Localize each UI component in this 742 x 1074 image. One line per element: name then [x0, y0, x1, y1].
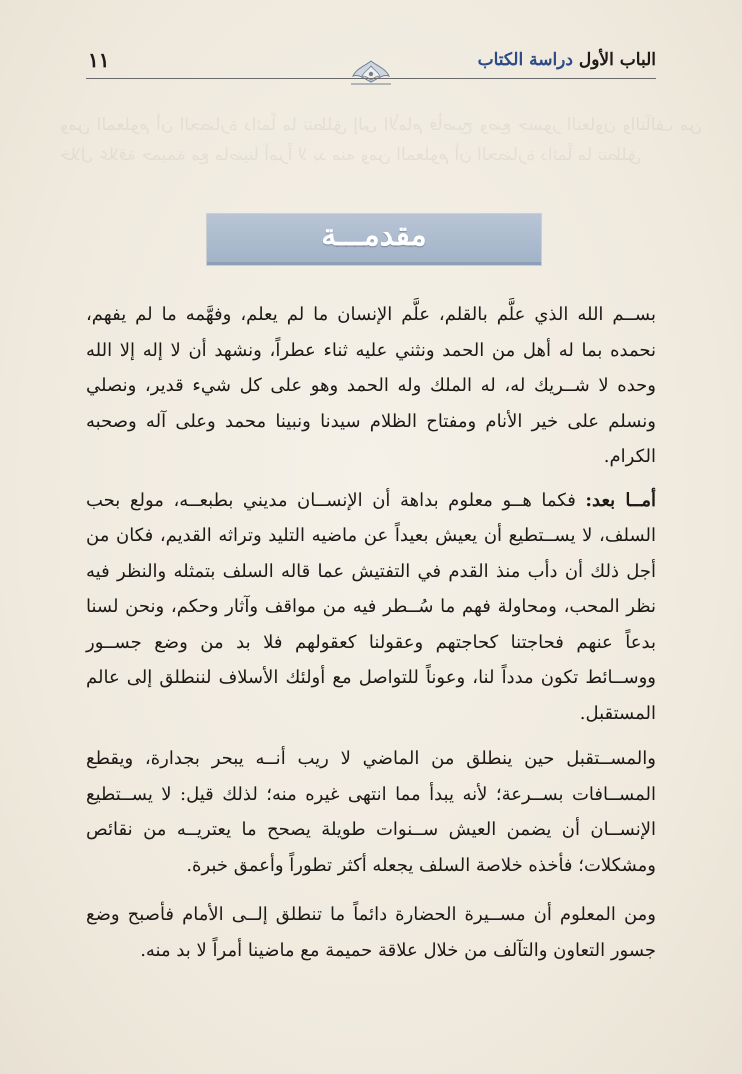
- header-rule: [86, 78, 656, 79]
- chapter-title: [478, 50, 656, 70]
- paragraph: [86, 483, 656, 732]
- paragraph-text: بســم الله الذي علَّم بالقلم، علَّم الإنسان ما لم يعلم، وفهَّمه ما لم يفهم، نحمده بما له أهل من الحمد ونثني عليه ثناء عطراً، ونشهد أن لا إله إلا الله وحده لا شــريك له، له الملك وله الحمد وهو على كل شيء قدير، ونصلي ونسلم على خير الأنام ومفتاح الظلام سيدنا ونبينا محمد وعلى آله وصحبه الكرام.: [86, 304, 656, 467]
- paragraph-text: ومن المعلوم أن مســيرة الحضارة دائماً ما تنطلق إلــى الأمام فأصبح وضع جسور التعاون والتآلف من خلال علاقة حميمة مع ماضينا أمراً لا بد منه.: [86, 904, 656, 961]
- section-title-box: [207, 214, 541, 265]
- body-text: [86, 297, 656, 968]
- running-header: [86, 46, 656, 86]
- paragraph: [86, 897, 656, 968]
- page-number: ١١: [88, 48, 110, 72]
- chapter-label: الباب الأول: [578, 50, 656, 70]
- header-ornament-icon: [349, 58, 393, 88]
- paragraph-text: فكما هــو معلوم بداهة أن الإنســان مديني بطبعــه، مولع بحب السلف، لا يســتطيع أن يعيش بعيداً عن ماضيه التليد وتراثه القديم، فكان من أجل ذلك أن دأب منذ القدم في التفتيش عما قاله السلف بتمثله والنظر فيه نظر المحب، ومحاولة فهم ما سُــطر فيه من مواقف وآثار وحكم، ونحن لسنا بدعاً عنهم فحاجتنا كحاجتهم وعقولنا كعقولهم فلا بد من وضع جســور ووســائط تكون مدداً لنا، وعوناً للتواصل مع أولئك الأسلاف لننطلق إلى عالم المستقبل.: [86, 489, 656, 724]
- chapter-subtitle: دراسة الكتاب: [477, 50, 573, 70]
- paragraph-lead: أمــا بعد:: [585, 489, 656, 511]
- paragraph-text: والمســتقبل حين ينطلق من الماضي لا ريب أنــه يبحر بجدارة، ويقطع المســافات بســرعة؛ لأنه يبدأ مما انتهى غيره منه؛ لذلك قيل: لا يســتطيع الإنســان أن يضمن العيش ســنوات طويلة يصحح ما يعتريــه من نقائص ومشكلات؛ فأخذه خلاصة السلف يجعله أكثر تطوراً وأعمق خبرة.: [86, 748, 656, 876]
- paragraph: [86, 741, 656, 883]
- section-title: مقدمـــة: [321, 218, 427, 253]
- paragraph: [86, 297, 656, 475]
- bleed-through-texture: ومن المعلوم أن الحضارة دائماً ما تنطلق إلى الأمام فأصبح وضع جسور التعاون والتآلف من خلال علاقة حميمة مع ماضينا أمراً لا بد منه ومن المعلوم أن الحضارة دائماً ما تنطلق: [60, 115, 702, 165]
